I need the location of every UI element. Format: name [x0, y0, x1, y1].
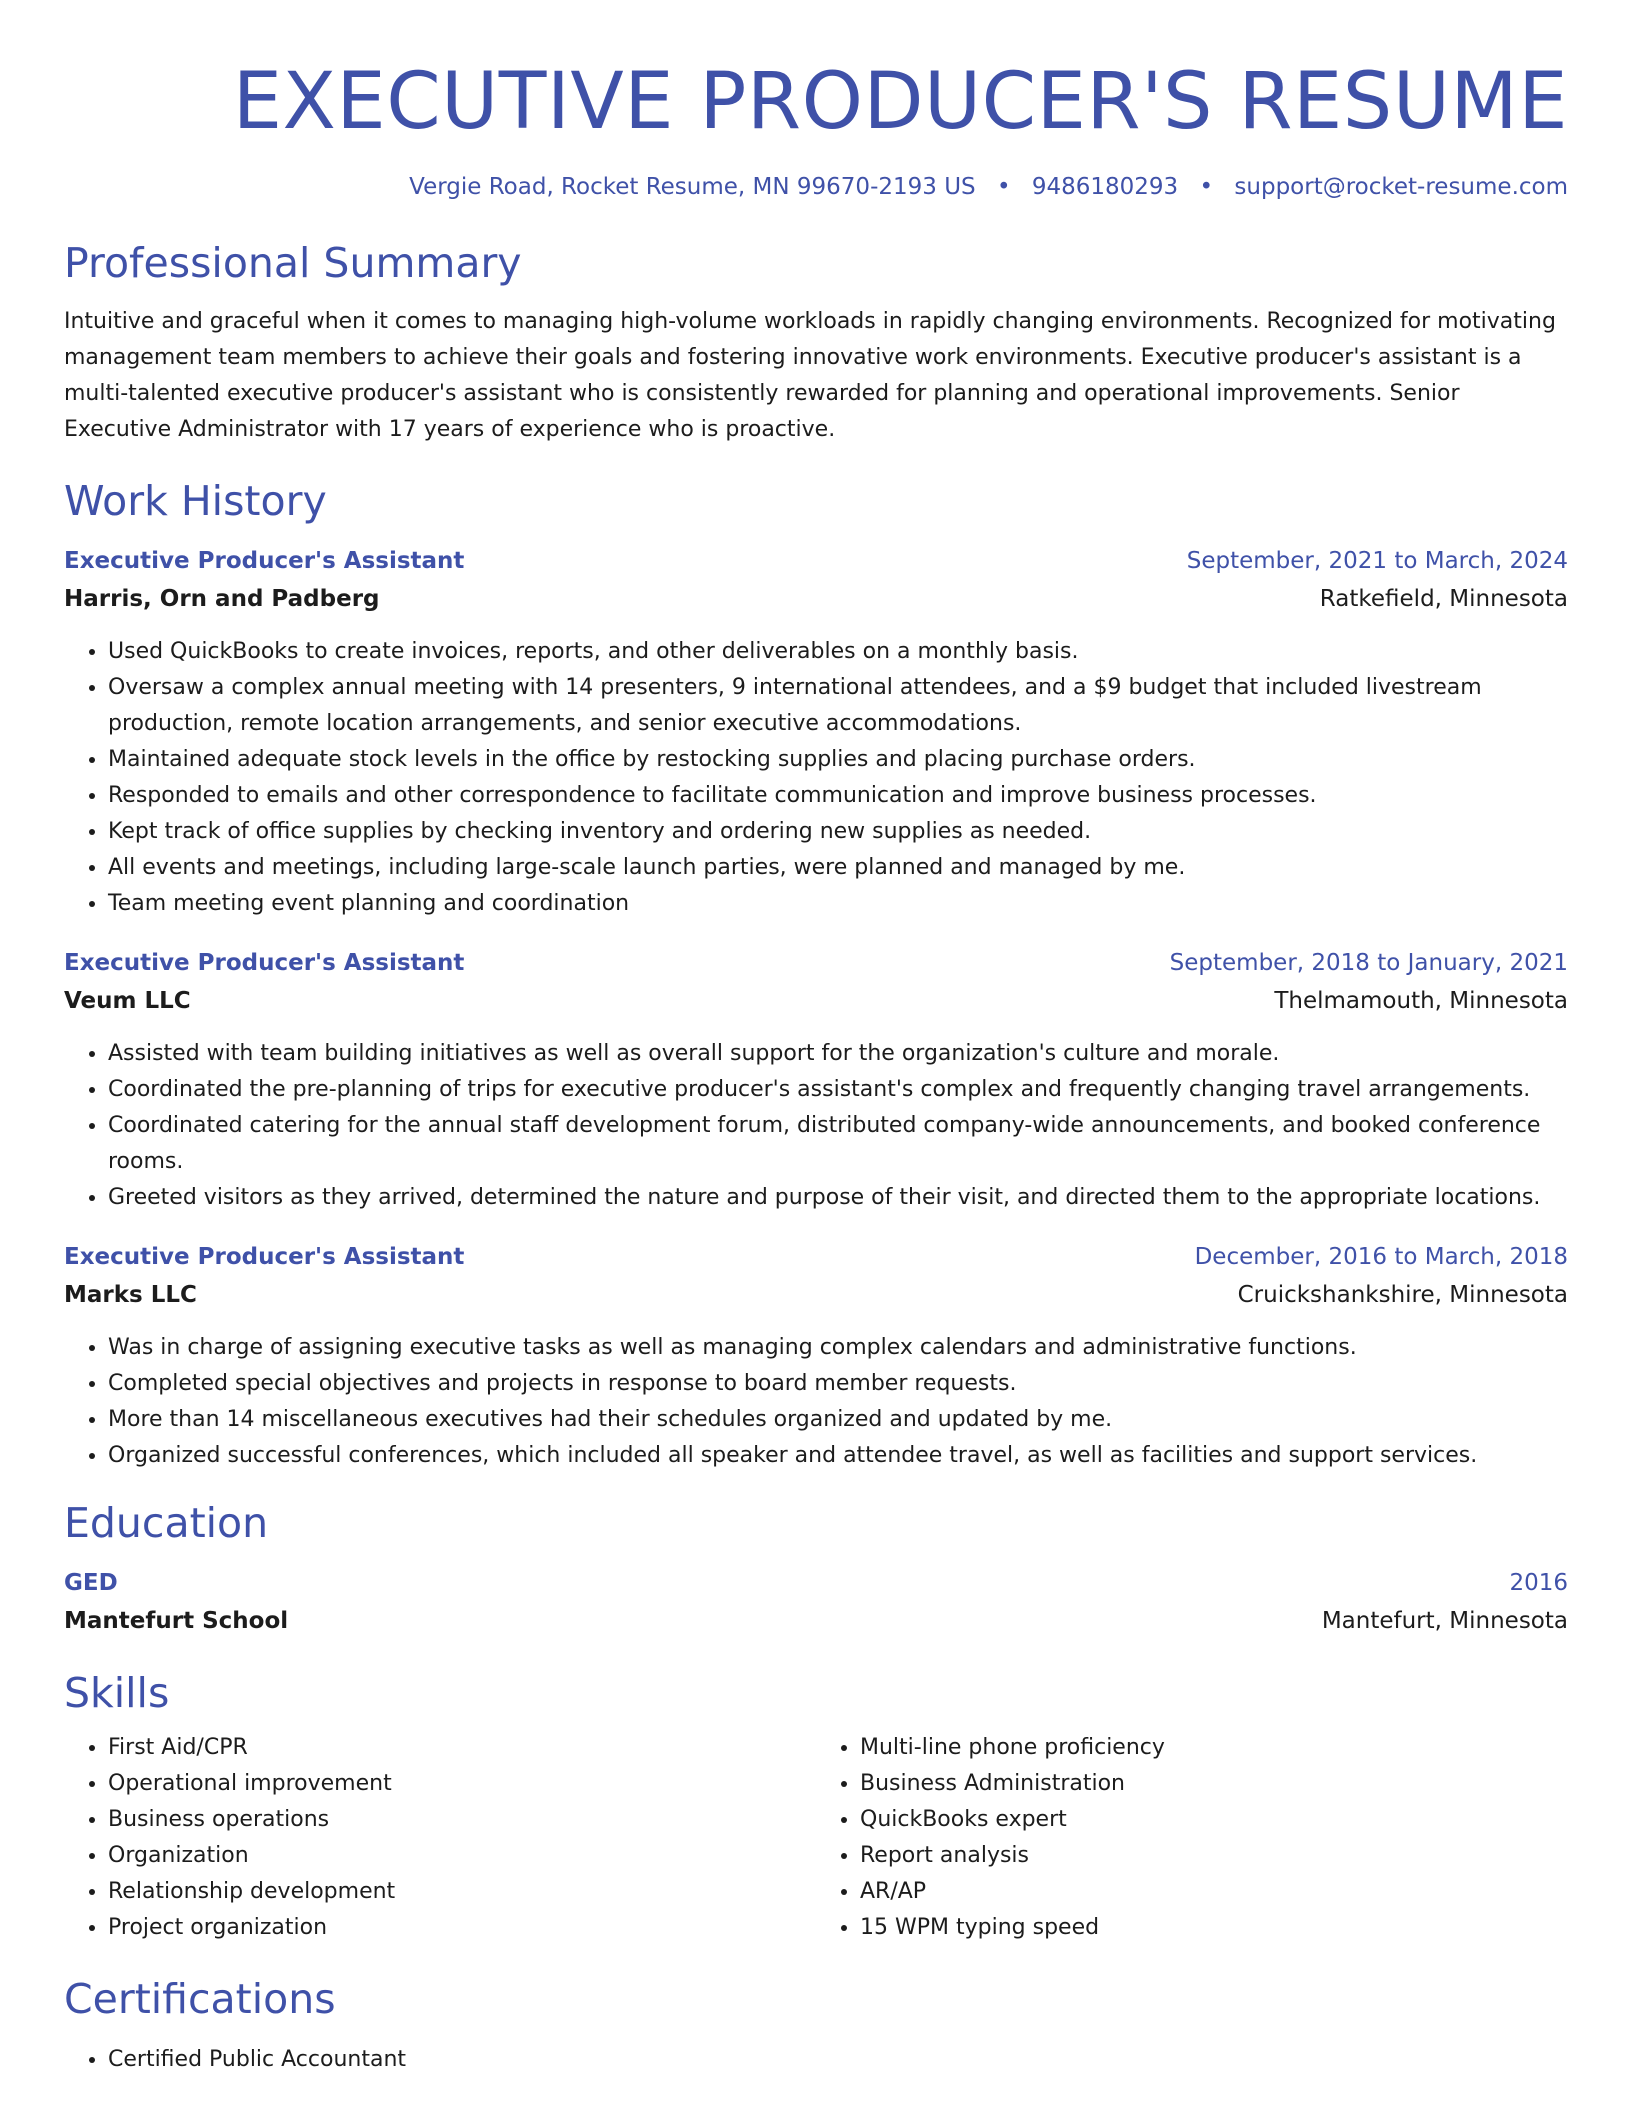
- contact-separator: •: [1199, 174, 1214, 200]
- job-bullet: • Completed special objectives and projects in response to board member requests.: [108, 1366, 1568, 1402]
- job-bullets: [64, 1036, 1568, 1216]
- education-entry: [64, 1564, 1568, 1640]
- job-bullet: • Used QuickBooks to create invoices, reports, and other deliverables on a monthly basis.: [108, 634, 1568, 670]
- job-company: Harris, Orn and Padberg: [64, 586, 380, 612]
- job-dates: September, 2021 to March, 2024: [1186, 548, 1568, 574]
- skills-list-right: [816, 1730, 1568, 1946]
- job-bullets: [64, 634, 1568, 922]
- job-title-row: [64, 944, 1568, 982]
- job-role: Executive Producer's Assistant: [64, 1244, 465, 1270]
- job-bullet: • More than 14 miscellaneous executives had their schedules organized and updated by me.: [108, 1402, 1568, 1438]
- skill-item: • Relationship development: [108, 1874, 816, 1910]
- education-school-row: [64, 1602, 1568, 1640]
- certification-item: • Certified Public Accountant: [108, 2042, 1568, 2078]
- job-title-row: [64, 542, 1568, 580]
- skills-heading: Skills: [64, 1669, 170, 1717]
- contact-line: [64, 174, 1568, 200]
- job-bullet: • Coordinated catering for the annual staff development forum, distributed company-wide announcements, and booked conference rooms.: [108, 1108, 1568, 1180]
- skill-item: • Project organization: [108, 1910, 816, 1946]
- job-company: Veum LLC: [64, 988, 191, 1014]
- skill-item: • AR/AP: [860, 1874, 1568, 1910]
- contact-separator: •: [996, 174, 1011, 200]
- job-bullet: • Kept track of office supplies by checking inventory and ordering new supplies as needed.: [108, 814, 1568, 850]
- skill-item: • 15 WPM typing speed: [860, 1910, 1568, 1946]
- job-bullet: • Responded to emails and other correspondence to facilitate communication and improve business processes.: [108, 778, 1568, 814]
- certifications-list: [64, 2042, 1568, 2078]
- contact-address: Vergie Road, Rocket Resume, MN 99670-2193 US: [409, 174, 976, 200]
- job-company-row: [64, 982, 1568, 1020]
- job-location: Thelmamouth, Minnesota: [1274, 988, 1568, 1014]
- skills-list-left: [64, 1730, 816, 1946]
- education-degree-row: [64, 1564, 1568, 1602]
- job-company-row: [64, 1276, 1568, 1314]
- job-title-row: [64, 1238, 1568, 1276]
- job-bullet: • Team meeting event planning and coordination: [108, 886, 1568, 922]
- job-bullet: • Oversaw a complex annual meeting with 14 presenters, 9 international attendees, and a $9 budget that included livestream production, remote location arrangements, and senior executive accommodations.: [108, 670, 1568, 742]
- job-bullets: [64, 1330, 1568, 1474]
- job-dates: December, 2016 to March, 2018: [1194, 1244, 1568, 1270]
- job-entry: [64, 1238, 1568, 1474]
- job-bullet: • Organized successful conferences, which included all speaker and attendee travel, as well as facilities and support services.: [108, 1438, 1568, 1474]
- job-company: Marks LLC: [64, 1282, 197, 1308]
- summary-heading: Professional Summary: [64, 239, 522, 287]
- skill-item: • Operational improvement: [108, 1766, 816, 1802]
- skill-item: • First Aid/CPR: [108, 1730, 816, 1766]
- job-role: Executive Producer's Assistant: [64, 950, 465, 976]
- summary-text: Intuitive and graceful when it comes to managing high-volume workloads in rapidly changing environments. Recognized for motivating management team members to achieve their goals and fostering innovative work environments. Executive producer's assistant is a multi-talented executive producer's assistant who is consistently rewarded for planning and operational improvements. Senior Executive Administrator with 17 years of experience who is proactive.: [64, 309, 1556, 442]
- skills-grid: [64, 1730, 1568, 1946]
- education-location: Mantefurt, Minnesota: [1321, 1608, 1568, 1634]
- work-history-heading: Work History: [64, 477, 327, 525]
- resume-header: [64, 52, 1568, 200]
- skill-item: • Business Administration: [860, 1766, 1568, 1802]
- certifications-heading: Certifications: [64, 1975, 336, 2023]
- job-bullet: • Greeted visitors as they arrived, determined the nature and purpose of their visit, and directed them to the appropriate locations.: [108, 1180, 1568, 1216]
- education-year: 2016: [1509, 1570, 1568, 1596]
- skill-item: • Business operations: [108, 1802, 816, 1838]
- skill-item: • QuickBooks expert: [860, 1802, 1568, 1838]
- education-school: Mantefurt School: [64, 1608, 289, 1634]
- contact-email: support@rocket-resume.com: [1234, 174, 1568, 200]
- education-heading: Education: [64, 1499, 269, 1547]
- job-dates: September, 2018 to January, 2021: [1169, 950, 1568, 976]
- resume-title: EXECUTIVE PRODUCER'S RESUME: [232, 57, 1568, 147]
- job-bullet: • Maintained adequate stock levels in the office by restocking supplies and placing purchase orders.: [108, 742, 1568, 778]
- job-location: Cruickshankshire, Minnesota: [1237, 1282, 1568, 1308]
- job-bullet: • All events and meetings, including large-scale launch parties, were planned and managed by me.: [108, 850, 1568, 886]
- contact-phone: 9486180293: [1031, 174, 1179, 200]
- job-company-row: [64, 580, 1568, 618]
- job-bullet: • Was in charge of assigning executive tasks as well as managing complex calendars and administrative functions.: [108, 1330, 1568, 1366]
- job-role: Executive Producer's Assistant: [64, 548, 465, 574]
- job-entry: [64, 944, 1568, 1216]
- job-bullet: • Assisted with team building initiatives as well as overall support for the organization's culture and morale.: [108, 1036, 1568, 1072]
- job-bullet: • Coordinated the pre-planning of trips for executive producer's assistant's complex and frequently changing travel arrangements.: [108, 1072, 1568, 1108]
- job-location: Ratkefield, Minnesota: [1319, 586, 1568, 612]
- skill-item: • Multi-line phone proficiency: [860, 1730, 1568, 1766]
- skill-item: • Organization: [108, 1838, 816, 1874]
- job-entry: [64, 542, 1568, 922]
- skill-item: • Report analysis: [860, 1838, 1568, 1874]
- education-degree: GED: [64, 1570, 118, 1596]
